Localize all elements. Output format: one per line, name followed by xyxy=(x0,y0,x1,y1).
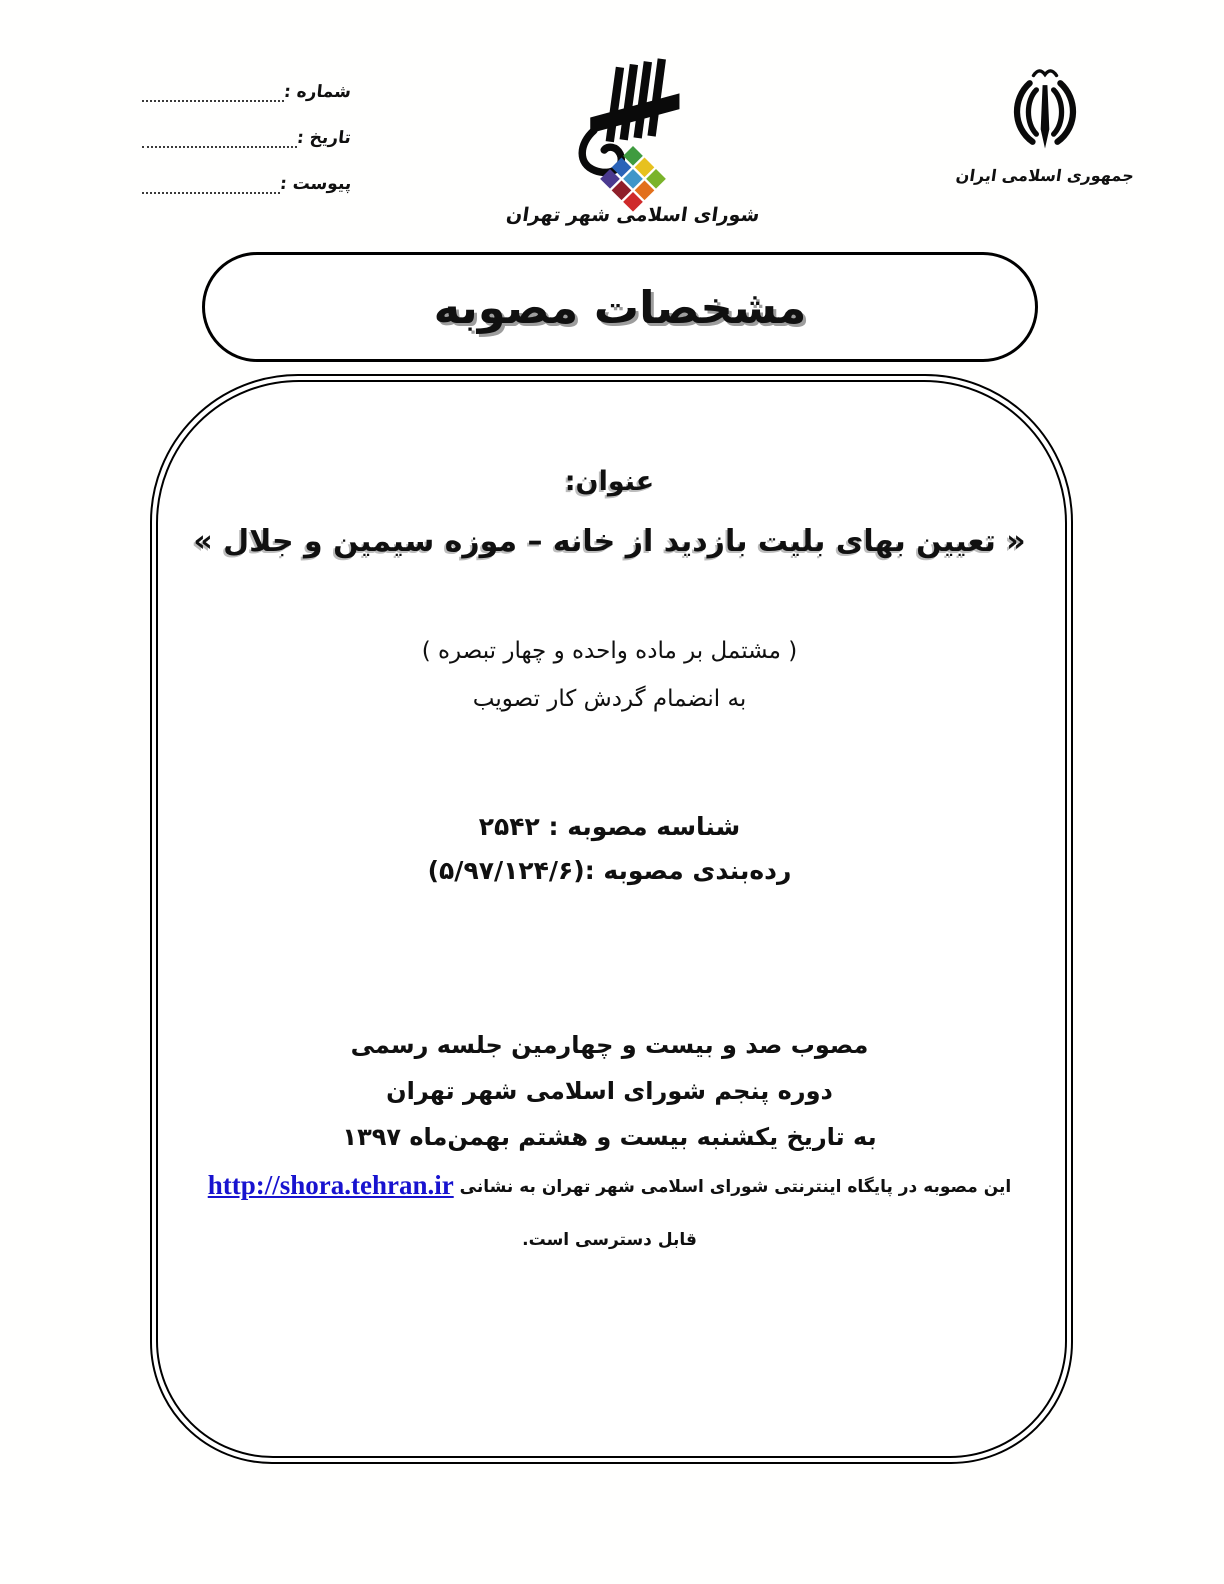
council-logo xyxy=(500,58,766,226)
council-logo-tiles xyxy=(600,146,666,212)
date-label: تاریخ : xyxy=(296,128,353,148)
classification-value: (۵/۹۷/۱۲۴/۶) xyxy=(427,856,585,885)
session-line-2: دوره پنجم شورای اسلامی شهر تهران xyxy=(386,1077,833,1105)
number-label: شماره : xyxy=(282,82,353,102)
number-field-row xyxy=(138,72,353,102)
resolution-title: « تعیین بهای بلیت بازدید از خانه – موزه سیمین و جلال » xyxy=(193,524,1026,559)
resolution-id-value: ۲۵۴۲ xyxy=(478,812,540,841)
council-logo-caption: شورای اسلامی شهر تهران xyxy=(504,204,762,226)
resolution-banner xyxy=(202,252,1038,362)
council-logo-mark-icon xyxy=(577,58,689,216)
attachment-dotted-line xyxy=(142,186,280,194)
classification-label: رده‌بندی مصوبه : xyxy=(584,856,792,885)
title-heading: عنوان: xyxy=(564,466,655,497)
session-line-1: مصوب صد و بیست و چهارمین جلسه رسمی xyxy=(350,1031,869,1059)
header-form-fields xyxy=(138,72,353,210)
attachment-field-row xyxy=(138,164,353,194)
banner-title: مشخصات مصوبه xyxy=(433,280,807,334)
site-link[interactable]: http://shora.tehran.ir xyxy=(207,1170,454,1200)
resolution-content xyxy=(150,374,1069,1460)
date-dotted-line xyxy=(142,140,297,148)
availability-text: این مصوبه در پایگاه اینترنتی شورای اسلامی شهر تهران به نشانی xyxy=(459,1177,1012,1197)
resolution-id-label: شناسه مصوبه : xyxy=(548,812,741,841)
composition-note: ( مشتمل بر ماده واحده و چهار تبصره ) xyxy=(421,638,798,664)
classification-line xyxy=(150,856,1069,885)
session-line-3: به تاریخ یکشنبه بیست و هشتم بهمن‌ماه ۱۳۹۷ xyxy=(342,1123,877,1151)
number-dotted-line xyxy=(142,94,284,102)
availability-line xyxy=(150,1170,1069,1201)
session-block xyxy=(150,1022,1069,1160)
annex-note: به انضمام گردش کار تصویب xyxy=(472,686,747,712)
date-field-row xyxy=(138,118,353,148)
attachment-label: پیوست : xyxy=(278,174,353,194)
national-emblem xyxy=(945,64,1145,185)
resolution-id-line xyxy=(150,812,1069,841)
iran-emblem-icon xyxy=(1005,64,1085,160)
availability-line-2: قابل دسترسی است. xyxy=(522,1230,697,1250)
national-emblem-caption: جمهوری اسلامی ایران xyxy=(954,166,1136,185)
